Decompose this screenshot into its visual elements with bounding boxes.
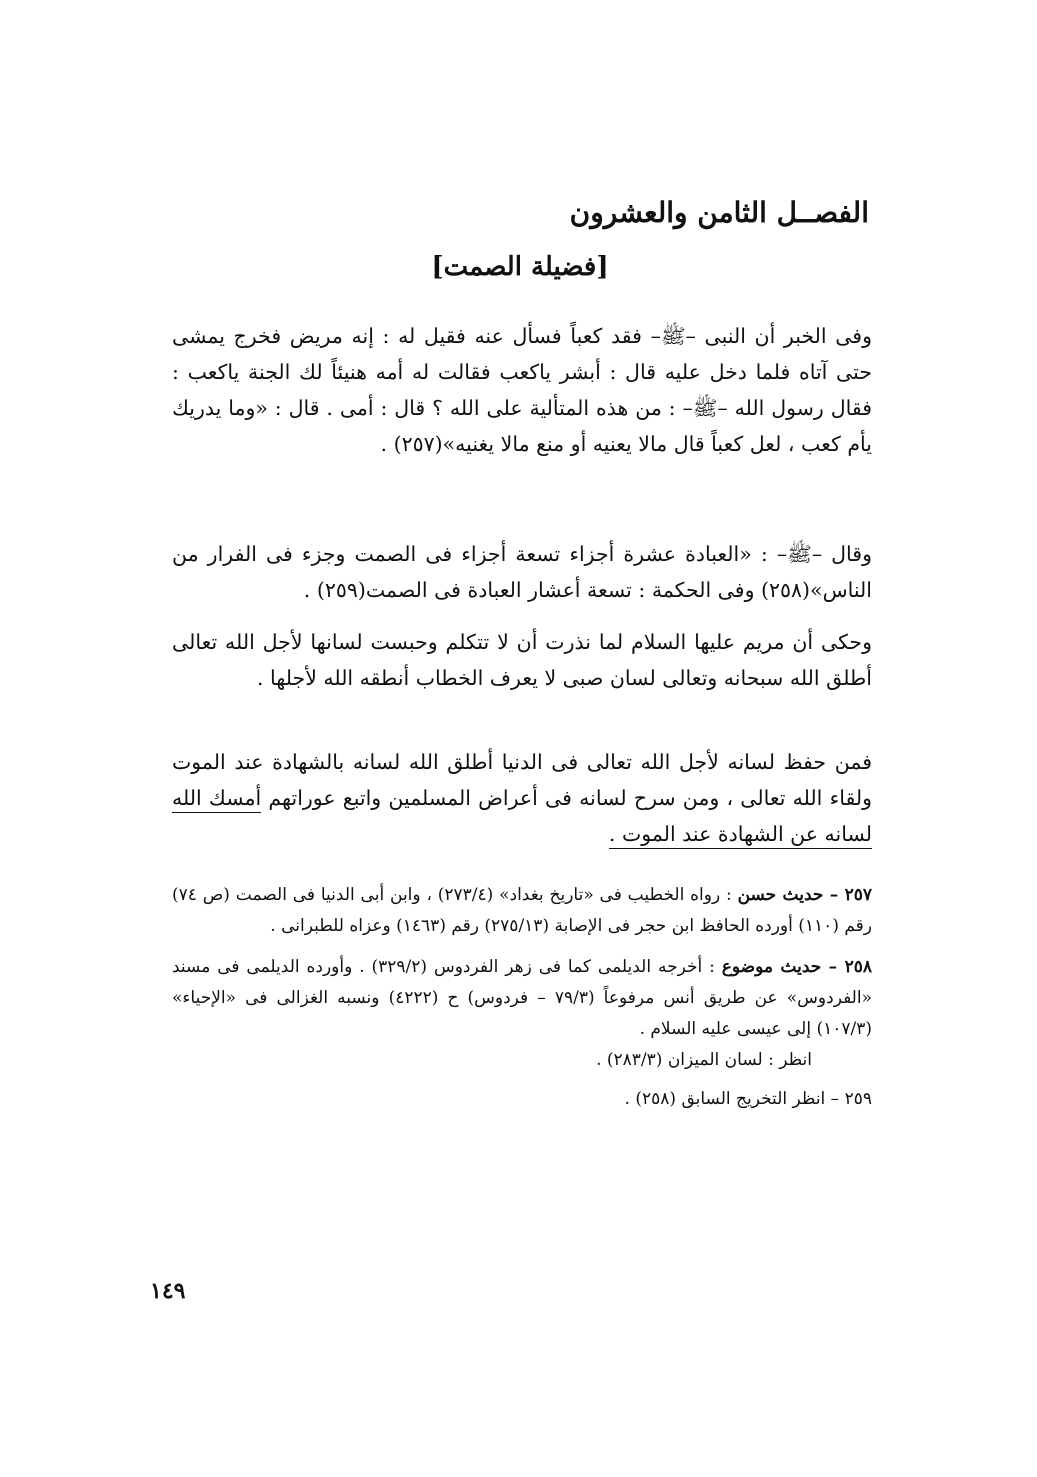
page-number: ١٤٩ <box>150 1278 186 1304</box>
paragraph-hadith-kaab: وفى الخبر أن النبى –ﷺ– فقد كعباً فسأل عنه فقيل له : إنه مريض فخرج يمشى حتى آتاه فلما دخل عليه قال : أبشر ياكعب فقالت له أمه هنيئاً لك الجنة ياكعب : فقال رسول الله –ﷺ– : من هذه المتألية على الله ؟ قال : أمى . قال : «وما يدريك يأم كعب ، لعل كعباً قال مالا يعنيه أو منع مالا يغنيه»(٢٥٧) . <box>172 324 872 456</box>
paragraph-guard-tongue <box>172 744 872 852</box>
paragraph-maryam: وحكى أن مريم عليها السلام لما نذرت أن لا تتكلم وحبست لسانها لأجل الله تعالى أطلق الله سبحانه وتعالى لسان صبى لا يعرف الخطاب أنطقه الله لأجلها . <box>172 630 872 690</box>
footnotes <box>172 880 872 1125</box>
underlined-conclusion: أمسك الله لسانه عن الشهادة عند الموت . <box>172 786 872 849</box>
footnote-258-label: ٢٥٨ – حديث موضوع <box>721 957 872 977</box>
paragraph-worship-parts: وقال –ﷺ– : «العبادة عشرة أجزاء تسعة أجزاء فى الصمت وجزء فى الفرار من الناس»(٢٥٨) وفى الحكمة : تسعة أعشار العبادة فى الصمت(٢٥٩) . <box>172 542 872 602</box>
footnote-259: ٢٥٩ – انظر التخريج السابق (٢٥٨) . <box>624 1089 872 1109</box>
footnote-258-text: : أخرجه الديلمى كما فى زهر الفردوس (٣٢٩/٢) . وأورده الديلمى فى مسند «الفردوس» عن طريق أنس مرفوعاً (٧٩/٣ – فردوس) ح (٤٢٢٢) ونسبه الغزالى فى «الإحياء» (١٠٧/٣) إلى عيسى عليه السلام . <box>172 957 872 1039</box>
footnote-257-label: ٢٥٧ – حديث حسن <box>737 885 872 905</box>
chapter-title: الفصــل الثامن والعشرون <box>569 196 869 229</box>
footnote-258-reference: انظر : لسان الميزان (٢٨٣/٣) . <box>596 1050 812 1070</box>
section-title: [فضيلة الصمت] <box>431 252 609 282</box>
footnote-258 <box>172 952 872 1045</box>
footnote-257 <box>172 880 872 942</box>
footnote-257-text: : رواه الخطيب فى «تاريخ بغداد» (٢٧٣/٤) ، وابن أبى الدنيا فى الصمت (ص ٧٤) رقم (١١٠) أورده الحافظ ابن حجر فى الإصابة (٢٧٥/١٣) رقم (١٤٦٣) وعزاه للطبرانى . <box>172 885 872 936</box>
paragraph-guard-tongue-main: فمن حفظ لسانه لأجل الله تعالى فى الدنيا أطلق الله لسانه بالشهادة عند الموت ولقاء الله تعالى ، ومن سرح لسانه فى أعراض المسلمين واتبع عوراتهم <box>172 750 872 810</box>
